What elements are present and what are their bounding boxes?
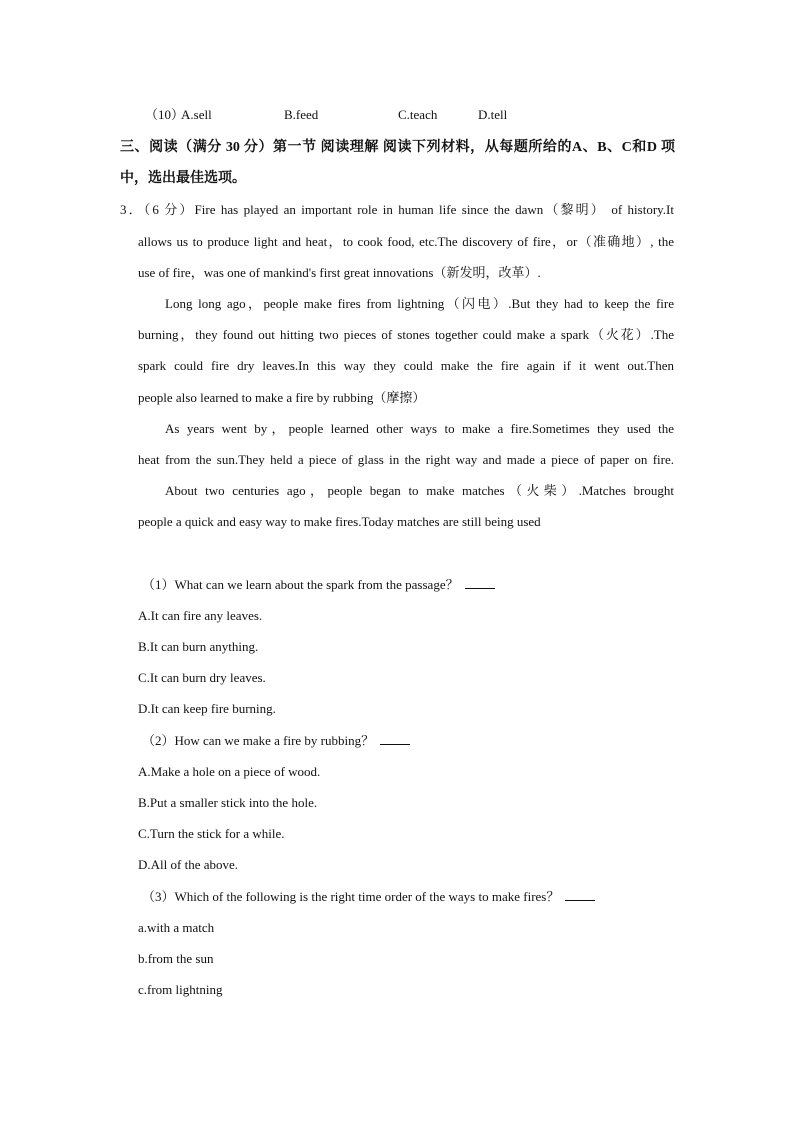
passage-line-3: use of fire，was one of mankind's first great innovations（新发明，改革）. [138,265,541,280]
prev-option-a: A.sell [181,107,212,122]
question-1-option-a: A.It can fire any leaves. [138,608,263,623]
section-header-line2: 中，选出最佳选项。 [120,171,246,186]
question-1-stem-row [142,577,495,593]
question-2-option-b: B.Put a smaller stick into the hole. [138,795,318,810]
passage-line-11: people a quick and easy way to make fires.Today matches are still being used [138,514,541,529]
passage-line-9: heat from the sun.They held a piece of glass in the right way and made a piece of paper on fire. [138,452,674,467]
question-3-item-a: a.with a match [138,920,215,935]
passage-line-8: As years went by，people learned other ways to make a fire.Sometimes they used the [165,421,674,436]
question-3-item-b: b.from the sun [138,951,214,966]
prev-option-d: D.tell [478,107,508,122]
passage-line-10: About two centuries ago，people began to make matches（火柴）.Matches brought [165,483,674,498]
prev-question-number: （10） [145,107,185,122]
passage-line-1: 3．（6 分）Fire has played an important role in human life since the dawn（黎明） of history.It [120,202,674,217]
question-1-stem: （1）What can we learn about the spark from the passage？ [142,577,459,592]
question-1-option-b: B.It can burn anything. [138,639,259,654]
passage-line-2: allows us to produce light and heat，to cook food, etc.The discovery of fire，or（准确地）, the [138,234,674,249]
passage-line-7: people also learned to make a fire by rubbing（摩擦） [138,390,426,405]
prev-option-b: B.feed [284,107,319,122]
question-2-stem-row [142,733,410,749]
question-3-stem-row [142,889,595,905]
passage-line-4: Long long ago，people make fires from lightning（闪电）.But they had to keep the fire [165,296,674,311]
question-1-option-d: D.It can keep fire burning. [138,701,276,716]
question-3-stem: （3）Which of the following is the right time order of the ways to make fires？ [142,889,560,904]
section-header-line1: 三、阅读（满分 30 分）第一节 阅读理解 阅读下列材料，从每题所给的A、B、C和D 项 [120,140,675,155]
prev-question-row [145,107,705,123]
question-1-option-c: C.It can burn dry leaves. [138,670,266,685]
answer-blank-1[interactable] [465,587,495,589]
answer-blank-3[interactable] [565,899,595,901]
question-2-stem: （2）How can we make a fire by rubbing？ [142,733,375,748]
question-3-item-c: c.from lightning [138,982,223,997]
question-2-option-d: D.All of the above. [138,857,239,872]
passage-line-6: spark could fire dry leaves.In this way they could make the fire again if it went out.Then [138,358,674,373]
question-2-option-c: C.Turn the stick for a while. [138,826,285,841]
question-2-option-a: A.Make a hole on a piece of wood. [138,764,321,779]
passage-line-5: burning，they found out hitting two pieces of stones together could make a spark（火花）.The [138,327,674,342]
prev-option-c: C.teach [398,107,438,122]
answer-blank-2[interactable] [380,743,410,745]
